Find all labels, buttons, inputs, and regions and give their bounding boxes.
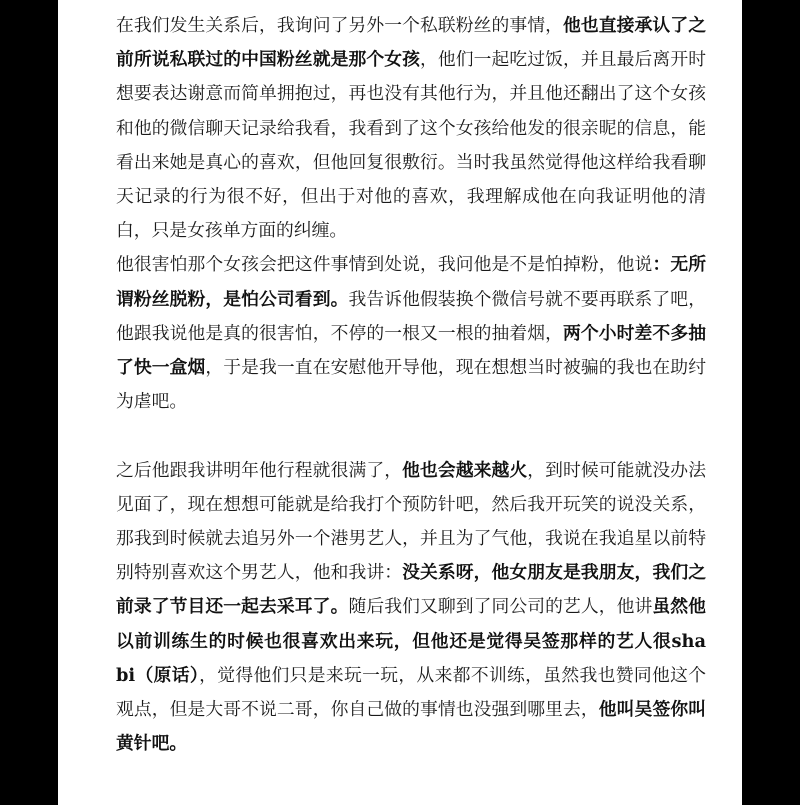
text-segment: 之后他跟我讲明年他行程就很满了， [116, 459, 403, 481]
paragraph-2 [116, 248, 706, 419]
bold-text-segment: 他也直接承认了之前所说私联过的中国粉丝就是那个女孩 [116, 15, 706, 71]
text-segment: 随后我们又聊到了同公司的艺人，他讲 [348, 596, 653, 618]
document-body [116, 9, 706, 761]
text-segment: ，于是我一直在安慰他开导他，现在想想当时被骗的我也在助纣为虐吧。 [116, 357, 706, 413]
text-segment: ，觉得他们只是来玩一玩，从来都不训练，虽然我也赞同他这个观点，但是大哥不说二哥，你自己做的事情也没强到哪里去， [116, 664, 706, 721]
text-segment: ，他们一起吃过饭，并且最后离开时想要表达谢意而简单拥抱过，再也没有其他行为，并且他还翻出了这个女孩和他的微信聊天记录给我看，我看到了这个女孩给他发的很亲昵的信息，能看出来她是真心的喜欢，但他回复很敷衍。当时我虽然觉得他这样给我看聊天记录的行为很不好，但出于对他的喜欢，我理解成他在向我证明他的清白，只是女孩单方面的纠缠。 [116, 49, 706, 242]
bold-text-segment: 两个小时差不多抽了快一盒烟 [116, 322, 706, 379]
bold-text-segment: 他叫吴签你叫黄针吧。 [116, 699, 706, 755]
text-segment: 他很害怕那个女孩会把这件事情到处说，我问他是不是怕掉粉，他说 [116, 254, 653, 276]
text-segment: 我告诉他假装换个微信号就不要再联系了吧，他跟我说他是真的很害怕，不停的一根又一根的抽着烟， [116, 288, 706, 344]
paragraph-gap [116, 419, 706, 453]
bold-text-segment: ：无所谓粉丝脱粉，是怕公司看到。 [116, 254, 706, 310]
bold-text-segment: 他也会越来越火 [402, 459, 528, 481]
paragraph-1 [116, 9, 706, 248]
text-segment: ，到时候可能就没办法见面了，现在想想可能就是给我打个预防针吧，然后我开玩笑的说没关系，那我到时候就去追另外一个港男艺人，并且为了气他，我说在我追星以前特别特别喜欢这个男艺人，他和我讲： [116, 459, 706, 584]
bold-text-segment: 没关系呀，他女朋友是我朋友，我们之前录了节目还一起去采耳了。 [116, 562, 706, 618]
paragraph-3 [116, 454, 706, 762]
document-page [58, 0, 742, 805]
text-segment: 在我们发生关系后，我询问了另外一个私联粉丝的事情， [116, 15, 564, 36]
bold-text-segment: 虽然他以前训练生的时候也很喜欢出来玩，但他还是觉得吴签那样的艺人很sha bi（原话） [116, 596, 706, 686]
